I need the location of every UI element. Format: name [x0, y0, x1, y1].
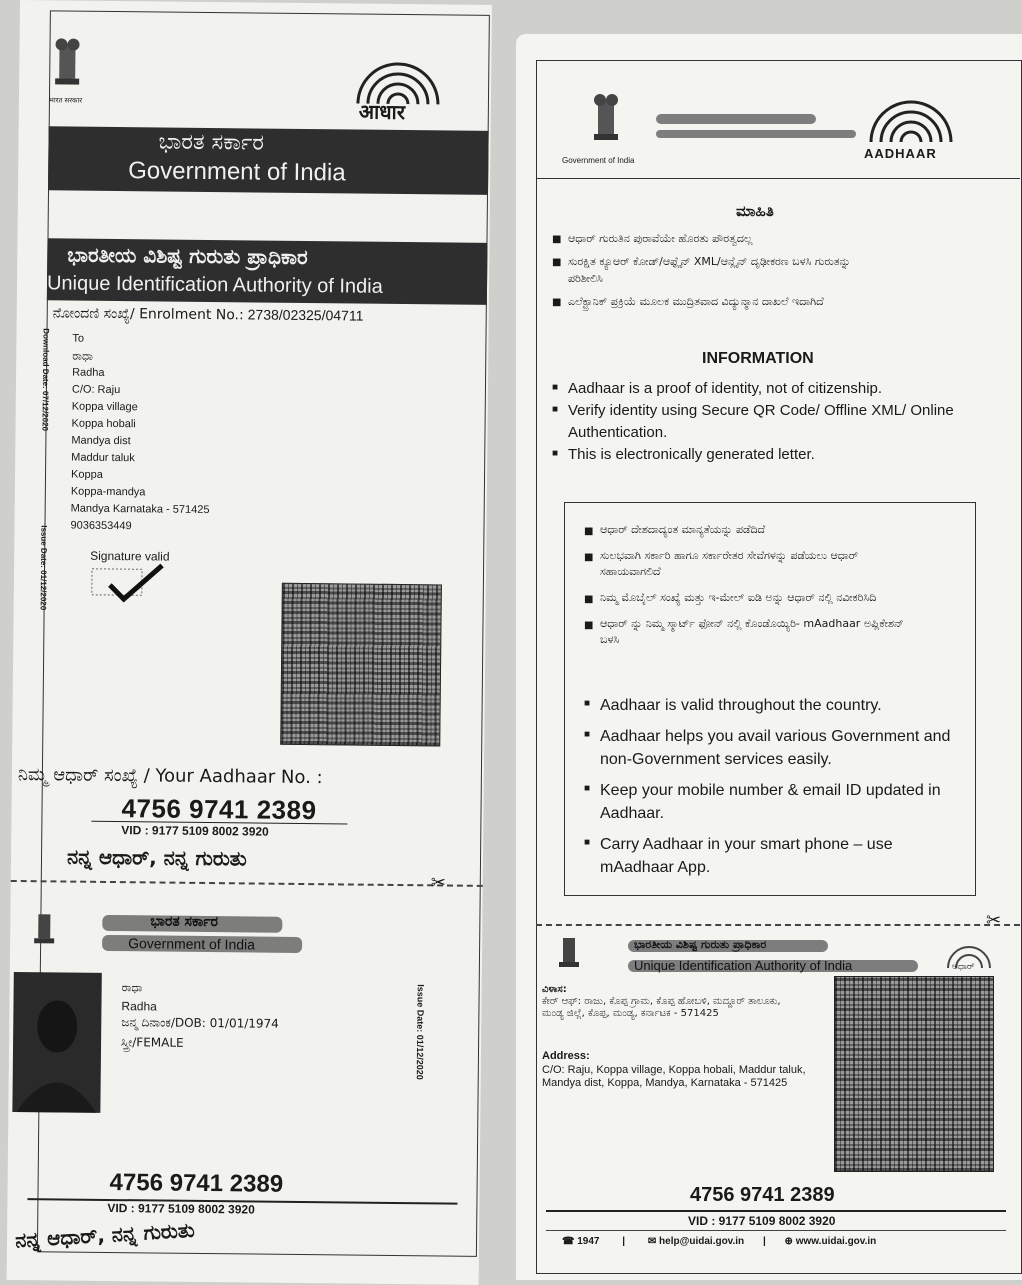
right-aadhaar-logo-icon	[856, 92, 966, 148]
footer-web: www.uidai.gov.in	[795, 1236, 877, 1247]
card-gov-english: Government of India	[128, 935, 256, 953]
mail-icon: ✉	[647, 1236, 657, 1247]
header-divider	[536, 178, 1020, 179]
signature-check-icon	[90, 563, 170, 604]
card-vid: VID : 9177 5109 8002 3920	[107, 1200, 255, 1217]
address-line: C/O: Raju	[71, 383, 121, 397]
card-dob: ಜನ್ಮ ದಿನಾಂಕ/DOB: 01/01/1974	[121, 1015, 279, 1031]
issue-date-side: Issue Date: 01/12/2020	[38, 525, 49, 611]
emblem-caption: भारत सरकार	[48, 97, 83, 105]
info-en-item: ■ This is electronically generated letter.	[568, 444, 998, 466]
right-aadhaar-logo-text: AADHAAR	[864, 146, 937, 161]
download-date: Download Date: 07/12/2020	[40, 328, 51, 432]
box-kn-item: ■ ಸುಲಭವಾಗಿ ಸರ್ಕಾರಿ ಹಾಗೂ ಸರ್ಕಾರೇತರ ಸೇವೆಗಳನ್ನು ಪಡೆಯಲು ಆಧಾರ್ ಸಹಾಯವಾಗಲಿದೆ	[600, 548, 900, 580]
card-gov-kannada: ಭಾರತ ಸರ್ಕಾರ	[150, 913, 218, 931]
enrolment-line	[53, 304, 364, 324]
box-english-list	[600, 694, 960, 879]
info-title-english: INFORMATION	[702, 350, 814, 367]
motto: ನನ್ನ ಆಧಾರ್, ನನ್ನ ಗುರುತು	[66, 844, 247, 871]
person-photo-icon	[12, 972, 101, 1113]
your-aadhaar-label: ನಿಮ್ಮ ಆಧಾರ್ ಸಂಖ್ಯೆ / Your Aadhaar No. :	[17, 764, 323, 789]
right-qr-code	[834, 976, 994, 1172]
right-letter-sheet	[516, 34, 1022, 1280]
download-date-vertical	[37, 328, 50, 468]
redaction-bar	[656, 130, 856, 138]
national-emblem-icon	[49, 34, 86, 94]
box-en-item: ■ Aadhaar is valid throughout the country.	[600, 694, 960, 717]
address-line: Koppa-mandya	[70, 485, 146, 499]
card-name-kannada: ರಾಧಾ	[121, 981, 143, 995]
box-en-item: ■ Aadhaar helps you avail various Government and non-Government services easily.	[600, 725, 960, 771]
right-card-divider	[546, 1210, 1006, 1212]
address-line: Koppa	[70, 468, 103, 481]
address-en-label: Address:	[542, 1050, 590, 1062]
info-en-item: ■ Aadhaar is a proof of identity, not of citizenship.	[568, 378, 998, 400]
aadhaar-number: 4756 9741 2389	[121, 793, 317, 826]
gov-english: Government of India	[128, 157, 346, 187]
uidai-kannada: ಭಾರತೀಯ ವಿಶಿಷ್ಟ ಗುರುತು ಪ್ರಾಧಿಕಾರ	[67, 242, 308, 270]
recipient-address	[70, 331, 211, 536]
address-line: Mandya Karnataka - 571425	[70, 502, 210, 517]
address-line: To	[72, 332, 85, 345]
address-line: ರಾಧಾ	[72, 349, 94, 363]
vid-number: VID : 9177 5109 8002 3920	[121, 823, 269, 839]
aadhaar-logo-text: आधार	[358, 101, 406, 125]
footer-email: help@uidai.gov.in	[659, 1236, 745, 1247]
gov-band	[48, 126, 489, 195]
info-title-kannada: ಮಾಹಿತಿ	[736, 202, 774, 220]
card-motto: ನನ್ನ ಆಧಾರ್, ನನ್ನ ಗುರುತು	[14, 1217, 196, 1253]
right-card-emblem-icon	[556, 932, 582, 972]
scissors-icon: ✂	[430, 872, 446, 893]
gov-kannada: ಭಾರತ ಸರ್ಕಾರ	[158, 129, 265, 156]
card-issue-date: Issue Date: 01/12/2020	[414, 984, 426, 1080]
address-line: Koppa village	[71, 400, 138, 414]
box-en-item: ■ Keep your mobile number & email ID updated in Aadhaar.	[600, 779, 960, 825]
phone-icon: ☎	[562, 1236, 575, 1247]
card-uidai-english: Unique Identification Authority of India	[634, 958, 853, 973]
address-kn-label: ವಿಳಾಸ:	[542, 984, 567, 995]
issue-date-vertical	[35, 525, 48, 645]
right-cut-line	[536, 924, 1020, 926]
footer-separator: |	[622, 1236, 626, 1247]
address-line: Koppa hobali	[71, 417, 136, 431]
box-kn-item: ■ ಆಧಾರ್ ದೇಶದಾದ್ಯಂತ ಮಾನ್ಯತೆಯನ್ನು ಪಡೆದಿದೆ	[600, 522, 960, 538]
address-line: 9036353449	[70, 519, 132, 533]
signature-valid-text: Signature valid	[90, 548, 170, 564]
info-kn-item: ■ ಸುರಕ್ಷಿತ ಕ್ಯೂಆರ್ ಕೋಡ್/ಆಫ್ಲೈನ್ XML/ಆನ್ಲೈನ್ ದೃಢೀಕರಣ ಬಳಸಿ ಗುರುತನ್ನು ಪರಿಶೀಲಿಸಿ	[568, 253, 888, 287]
card-logo-small-text: ಆಧಾರ್	[952, 962, 975, 972]
card-name-english: Radha	[121, 999, 157, 1014]
footer-divider	[546, 1230, 1006, 1231]
footer-separator: |	[762, 1236, 766, 1247]
footer	[562, 1236, 876, 1247]
uidai-english: Unique Identification Authority of India	[46, 272, 383, 298]
address-line: Maddur taluk	[71, 451, 135, 465]
address-english: C/O: Raju, Koppa village, Koppa hobali, Maddur taluk, Mandya dist, Koppa, Mandya, Karnataka - 571425	[542, 1064, 806, 1089]
left-letter-sheet	[7, 0, 492, 1285]
globe-icon: ⊕	[784, 1236, 793, 1247]
address-line: Radha	[72, 366, 105, 379]
right-emblem-icon	[586, 90, 626, 150]
enrolment-label: ನೋಂದಣಿ ಸಂಖ್ಯೆ/ Enrolment No.:	[52, 305, 244, 324]
box-kn-item: ■ ಆಧಾರ್ ನ್ನು ನಿಮ್ಮ ಸ್ಮಾರ್ಟ್ ಫೋನ್ ನಲ್ಲಿ ಕೊಂಡೊಯ್ಯಿರಿ- mAadhaar ಅಪ್ಲಿಕೇಶನ್ ಬಳಸಿ	[600, 616, 920, 648]
qr-code	[280, 583, 442, 747]
enrolment-number: 2738/02325/04711	[247, 306, 364, 324]
right-card-aadhaar-number: 4756 9741 2389	[690, 1184, 835, 1206]
photo	[12, 972, 101, 1113]
footer-phone: 1947	[577, 1236, 600, 1247]
right-emblem-caption: Government of India	[562, 156, 635, 165]
right-scissors-icon: ✂	[986, 910, 1002, 930]
address-line: Mandya dist	[71, 434, 131, 448]
right-card-vid: VID : 9177 5109 8002 3920	[688, 1214, 836, 1228]
card-uidai-kannada: ಭಾರತೀಯ ವಿಶಿಷ್ಟ ಗುರುತು ಪ್ರಾಧಿಕಾರ	[634, 938, 767, 951]
info-english-list	[568, 378, 998, 466]
info-kn-item: ■ ಎಲೆಕ್ಟ್ರಾನಿಕ್ ಪ್ರಕ್ರಿಯೆ ಮೂಲಕ ಮುದ್ರಿತವಾದ ವಿದ್ಯುನ್ಮಾನ ದಾಖಲೆ ಇದಾಗಿದೆ	[568, 293, 928, 310]
redaction-bar	[656, 114, 816, 124]
box-en-item: ■ Carry Aadhaar in your smart phone – use mAadhaar App.	[600, 833, 960, 879]
info-kn-item: ■ ಆಧಾರ್ ಗುರುತಿನ ಪುರಾವೆಯೇ ಹೊರತು ಪೌರತ್ವದಲ್ಲ	[568, 230, 1008, 247]
box-kannada-list	[600, 522, 960, 648]
card-emblem-icon	[32, 908, 56, 948]
info-en-item: ■ Verify identity using Secure QR Code/ Offline XML/ Online Authentication.	[568, 400, 998, 444]
address-kannada: ಕೇರ್ ಆಫ್: ರಾಜು, ಕೊಪ್ಪ ಗ್ರಾಮ, ಕೊಪ್ಪ ಹೋಬಳಿ, ಮದ್ದೂರ್ ತಾಲೂಕು, ಮಂಡ್ಯ ಜಿಲ್ಲೆ, ಕೊಪ್ಪ, ಮಂಡ್ಯ, ಕರ್ನಾಟಕ - 571425	[542, 996, 781, 1019]
box-kn-item: ■ ನಿಮ್ಮ ಮೊಬೈಲ್ ಸಂಖ್ಯೆ ಮತ್ತು ಇ-ಮೇಲ್ ಐಡಿ ಅನ್ನು ಆಧಾರ್ ನಲ್ಲಿ ನವೀಕರಿಸಿದಿ	[600, 590, 940, 606]
card-aadhaar-number: 4756 9741 2389	[109, 1169, 284, 1198]
uidai-band	[47, 238, 488, 305]
card-gender: ಸ್ತ್ರೀ/FEMALE	[121, 1035, 184, 1050]
card-issue-date-vertical	[412, 984, 425, 1114]
info-kannada-list	[568, 230, 1008, 310]
